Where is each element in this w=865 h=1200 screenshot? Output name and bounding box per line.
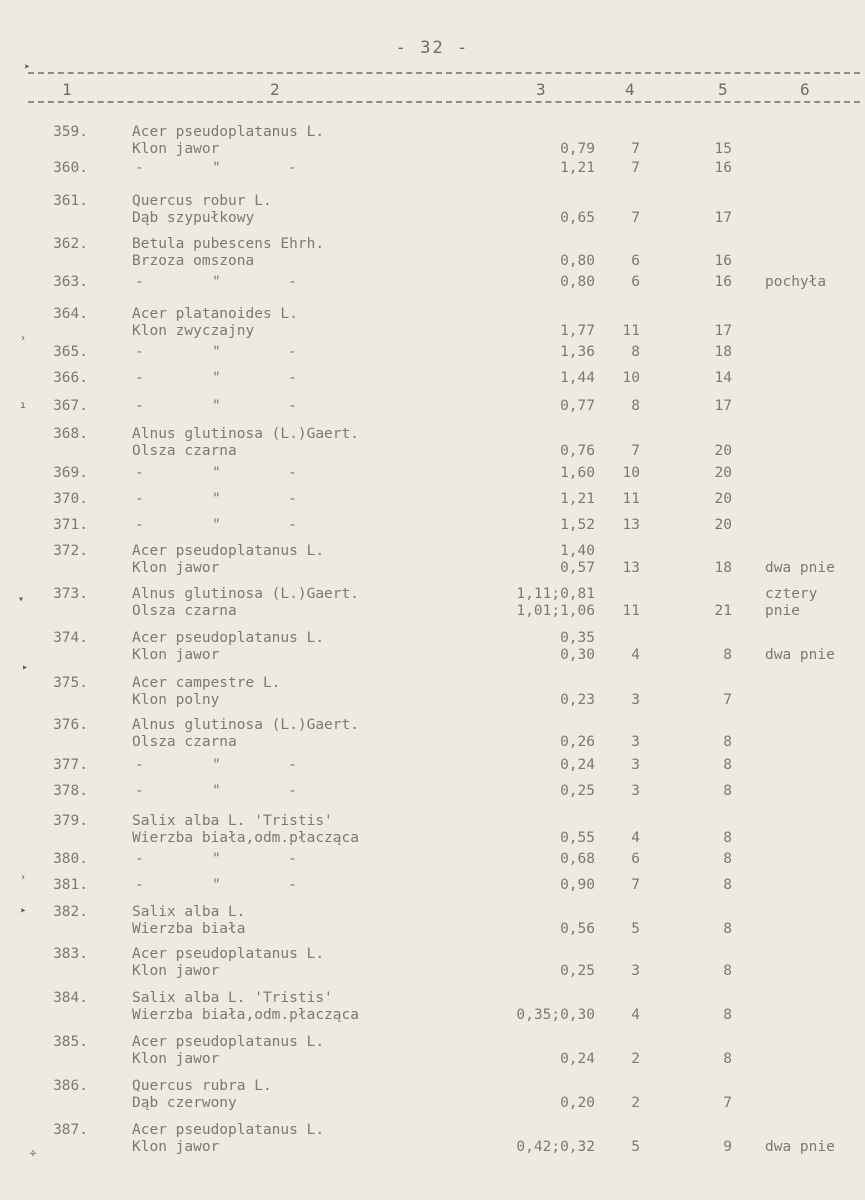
- row-number: 368.: [53, 426, 88, 442]
- trunk-circumference: 0,42;0,32: [516, 1139, 595, 1155]
- trunk-circumference: 1,52: [560, 517, 595, 533]
- trunk-circumference: 1,44: [560, 370, 595, 386]
- remark: pochyła: [765, 274, 827, 290]
- tree-age: 20: [714, 443, 732, 459]
- ditto-mark: -: [288, 160, 297, 176]
- ditto-mark: -: [288, 398, 297, 414]
- polish-name: Dąb czerwony: [132, 1095, 237, 1111]
- row-number: 378.: [53, 783, 88, 799]
- row-number: 379.: [53, 813, 88, 829]
- trunk-circumference: 0,26: [560, 734, 595, 750]
- ditto-mark: -: [288, 877, 297, 893]
- latin-name: Salix alba L.: [132, 904, 246, 920]
- polish-name: Olsza czarna: [132, 603, 237, 619]
- remark: dwa pnie: [765, 647, 835, 663]
- tree-age: 18: [714, 344, 732, 360]
- row-number: 382.: [53, 904, 88, 920]
- polish-name: Olsza czarna: [132, 443, 237, 459]
- row-number: 370.: [53, 491, 88, 507]
- tree-height: 7: [631, 443, 640, 459]
- row-number: 377.: [53, 757, 88, 773]
- tree-height: 6: [631, 253, 640, 269]
- tree-age: 9: [723, 1139, 732, 1155]
- polish-name: Klon zwyczajny: [132, 323, 255, 339]
- tree-age: 16: [714, 253, 732, 269]
- ditto-mark: -: [288, 491, 297, 507]
- remark: dwa pnie: [765, 560, 835, 576]
- polish-name: Klon jawor: [132, 963, 220, 979]
- tree-age: 16: [714, 160, 732, 176]
- tree-height: 3: [631, 692, 640, 708]
- tree-height: 6: [631, 274, 640, 290]
- tree-height: 4: [631, 830, 640, 846]
- tree-age: 8: [723, 647, 732, 663]
- polish-name: Klon jawor: [132, 560, 220, 576]
- tree-age: 8: [723, 734, 732, 750]
- ditto-mark: ": [212, 465, 221, 481]
- tree-height: 7: [631, 877, 640, 893]
- ditto-mark: -: [288, 344, 297, 360]
- ditto-mark: ": [212, 344, 221, 360]
- polish-name: Brzoza omszona: [132, 253, 255, 269]
- trunk-circumference: 1,21: [560, 160, 595, 176]
- margin-mark: ›: [20, 333, 27, 344]
- trunk-circumference: 0,65: [560, 210, 595, 226]
- trunk-circumference: 0,23: [560, 692, 595, 708]
- trunk-circumference: 1,01;1,06: [516, 603, 595, 619]
- row-number: 363.: [53, 274, 88, 290]
- trunk-circumference: 1,77: [560, 323, 595, 339]
- tree-age: 8: [723, 783, 732, 799]
- latin-name: Salix alba L. 'Tristis': [132, 813, 333, 829]
- ditto-mark: -: [135, 160, 144, 176]
- tree-height: 10: [622, 370, 640, 386]
- trunk-circumference: 0,76: [560, 443, 595, 459]
- row-number: 369.: [53, 465, 88, 481]
- ditto-mark: -: [135, 274, 144, 290]
- tree-age: 17: [714, 210, 732, 226]
- latin-name: Acer pseudoplatanus L.: [132, 630, 325, 646]
- tree-age: 8: [723, 851, 732, 867]
- tree-age: 20: [714, 465, 732, 481]
- column-header-1: 1: [62, 80, 72, 99]
- tree-age: 18: [714, 560, 732, 576]
- row-number: 366.: [53, 370, 88, 386]
- row-number: 387.: [53, 1122, 88, 1138]
- tree-age: 17: [714, 323, 732, 339]
- ditto-mark: -: [288, 851, 297, 867]
- tree-age: 8: [723, 1007, 732, 1023]
- polish-name: Klon jawor: [132, 1051, 220, 1067]
- latin-name: Quercus rubra L.: [132, 1078, 272, 1094]
- tree-height: 7: [631, 141, 640, 157]
- tree-height: 2: [631, 1051, 640, 1067]
- tree-height: 3: [631, 734, 640, 750]
- ditto-mark: -: [288, 370, 297, 386]
- row-number: 367.: [53, 398, 88, 414]
- trunk-circumference: 0,25: [560, 783, 595, 799]
- tree-height: 11: [622, 603, 640, 619]
- polish-name: Wierzba biała,odm.płacząca: [132, 1007, 359, 1023]
- tree-height: 7: [631, 160, 640, 176]
- ditto-mark: -: [135, 370, 144, 386]
- trunk-circumference: 0,80: [560, 274, 595, 290]
- row-number: 362.: [53, 236, 88, 252]
- latin-name: Acer pseudoplatanus L.: [132, 946, 325, 962]
- ditto-mark: -: [288, 465, 297, 481]
- tree-age: 7: [723, 1095, 732, 1111]
- trunk-circumference: 0,20: [560, 1095, 595, 1111]
- tree-age: 20: [714, 491, 732, 507]
- latin-name: Acer campestre L.: [132, 675, 281, 691]
- trunk-circumference: 1,60: [560, 465, 595, 481]
- column-header-2: 2: [270, 80, 280, 99]
- tree-height: 8: [631, 344, 640, 360]
- tree-height: 4: [631, 647, 640, 663]
- polish-name: Klon polny: [132, 692, 220, 708]
- latin-name: Acer pseudoplatanus L.: [132, 1122, 325, 1138]
- margin-mark: ›: [20, 872, 27, 883]
- ditto-mark: ": [212, 783, 221, 799]
- header-rule-top: [28, 72, 860, 74]
- margin-mark: ▸: [22, 662, 29, 673]
- tree-height: 8: [631, 398, 640, 414]
- latin-name: Quercus robur L.: [132, 193, 272, 209]
- trunk-circumference: 1,40: [560, 543, 595, 559]
- remark: pnie: [765, 603, 800, 619]
- margin-mark: ı: [20, 400, 27, 411]
- latin-name: Salix alba L. 'Tristis': [132, 990, 333, 1006]
- trunk-circumference: 0,35: [560, 630, 595, 646]
- tree-age: 20: [714, 517, 732, 533]
- latin-name: Acer platanoides L.: [132, 306, 298, 322]
- tree-height: 4: [631, 1007, 640, 1023]
- ditto-mark: ": [212, 398, 221, 414]
- row-number: 384.: [53, 990, 88, 1006]
- tree-height: 11: [622, 323, 640, 339]
- tree-height: 5: [631, 1139, 640, 1155]
- ditto-mark: -: [135, 783, 144, 799]
- row-number: 359.: [53, 124, 88, 140]
- polish-name: Dąb szypułkowy: [132, 210, 255, 226]
- row-number: 381.: [53, 877, 88, 893]
- row-number: 385.: [53, 1034, 88, 1050]
- trunk-circumference: 0,55: [560, 830, 595, 846]
- tree-age: 8: [723, 1051, 732, 1067]
- trunk-circumference: 0,24: [560, 757, 595, 773]
- row-number: 365.: [53, 344, 88, 360]
- tree-age: 8: [723, 877, 732, 893]
- polish-name: Olsza czarna: [132, 734, 237, 750]
- ditto-mark: -: [288, 783, 297, 799]
- latin-name: Acer pseudoplatanus L.: [132, 543, 325, 559]
- ditto-mark: ": [212, 877, 221, 893]
- latin-name: Acer pseudoplatanus L.: [132, 1034, 325, 1050]
- tree-age: 8: [723, 757, 732, 773]
- ditto-mark: -: [135, 398, 144, 414]
- ditto-mark: -: [288, 517, 297, 533]
- ditto-mark: -: [135, 757, 144, 773]
- tree-age: 21: [714, 603, 732, 619]
- trunk-circumference: 0,90: [560, 877, 595, 893]
- row-number: 371.: [53, 517, 88, 533]
- tree-age: 15: [714, 141, 732, 157]
- header-rule-bottom: [28, 101, 860, 103]
- trunk-circumference: 0,25: [560, 963, 595, 979]
- remark: cztery: [765, 586, 818, 602]
- polish-name: Klon jawor: [132, 647, 220, 663]
- tree-height: 6: [631, 851, 640, 867]
- tree-age: 16: [714, 274, 732, 290]
- ditto-mark: ": [212, 517, 221, 533]
- column-header-4: 4: [625, 80, 635, 99]
- tree-height: 13: [622, 517, 640, 533]
- tree-age: 8: [723, 963, 732, 979]
- polish-name: Klon jawor: [132, 141, 220, 157]
- latin-name: Alnus glutinosa (L.)Gaert.: [132, 426, 359, 442]
- ditto-mark: -: [135, 877, 144, 893]
- tree-height: 3: [631, 783, 640, 799]
- tree-age: 17: [714, 398, 732, 414]
- row-number: 375.: [53, 675, 88, 691]
- tree-height: 10: [622, 465, 640, 481]
- ditto-mark: ": [212, 370, 221, 386]
- tree-height: 11: [622, 491, 640, 507]
- trunk-circumference: 0,77: [560, 398, 595, 414]
- remark: dwa pnie: [765, 1139, 835, 1155]
- tree-height: 2: [631, 1095, 640, 1111]
- row-number: 364.: [53, 306, 88, 322]
- tree-height: 13: [622, 560, 640, 576]
- tree-age: 14: [714, 370, 732, 386]
- margin-mark: ➤: [20, 906, 27, 917]
- margin-mark: ▾: [18, 594, 25, 605]
- ditto-mark: -: [135, 491, 144, 507]
- polish-name: Klon jawor: [132, 1139, 220, 1155]
- trunk-circumference: 0,30: [560, 647, 595, 663]
- tree-height: 5: [631, 921, 640, 937]
- tree-height: 3: [631, 757, 640, 773]
- ditto-mark: ": [212, 491, 221, 507]
- trunk-circumference: 0,79: [560, 141, 595, 157]
- page-number: - 32 -: [395, 38, 470, 58]
- tree-age: 8: [723, 921, 732, 937]
- column-header-6: 6: [800, 80, 810, 99]
- trunk-circumference: 1,11;0,81: [516, 586, 595, 602]
- ditto-mark: -: [135, 517, 144, 533]
- row-number: 386.: [53, 1078, 88, 1094]
- latin-name: Acer pseudoplatanus L.: [132, 124, 325, 140]
- ditto-mark: ": [212, 274, 221, 290]
- ditto-mark: -: [288, 757, 297, 773]
- row-number: 383.: [53, 946, 88, 962]
- row-number: 374.: [53, 630, 88, 646]
- tree-age: 8: [723, 830, 732, 846]
- row-number: 361.: [53, 193, 88, 209]
- polish-name: Wierzba biała,odm.płacząca: [132, 830, 359, 846]
- ditto-mark: -: [135, 344, 144, 360]
- ditto-mark: -: [288, 274, 297, 290]
- column-header-5: 5: [718, 80, 728, 99]
- trunk-circumference: 0,24: [560, 1051, 595, 1067]
- row-number: 373.: [53, 586, 88, 602]
- tree-height: 3: [631, 963, 640, 979]
- ditto-mark: ": [212, 757, 221, 773]
- ditto-mark: ": [212, 851, 221, 867]
- trunk-circumference: 0,57: [560, 560, 595, 576]
- column-header-3: 3: [536, 80, 546, 99]
- margin-mark: ✢: [30, 1148, 37, 1159]
- trunk-circumference: 0,68: [560, 851, 595, 867]
- trunk-circumference: 1,36: [560, 344, 595, 360]
- margin-mark: ➤: [24, 62, 31, 73]
- row-number: 372.: [53, 543, 88, 559]
- trunk-circumference: 0,80: [560, 253, 595, 269]
- latin-name: Betula pubescens Ehrh.: [132, 236, 325, 252]
- polish-name: Wierzba biała: [132, 921, 246, 937]
- latin-name: Alnus glutinosa (L.)Gaert.: [132, 586, 359, 602]
- tree-height: 7: [631, 210, 640, 226]
- row-number: 360.: [53, 160, 88, 176]
- trunk-circumference: 1,21: [560, 491, 595, 507]
- row-number: 380.: [53, 851, 88, 867]
- trunk-circumference: 0,56: [560, 921, 595, 937]
- ditto-mark: -: [135, 465, 144, 481]
- tree-age: 7: [723, 692, 732, 708]
- ditto-mark: ": [212, 160, 221, 176]
- latin-name: Alnus glutinosa (L.)Gaert.: [132, 717, 359, 733]
- row-number: 376.: [53, 717, 88, 733]
- ditto-mark: -: [135, 851, 144, 867]
- trunk-circumference: 0,35;0,30: [516, 1007, 595, 1023]
